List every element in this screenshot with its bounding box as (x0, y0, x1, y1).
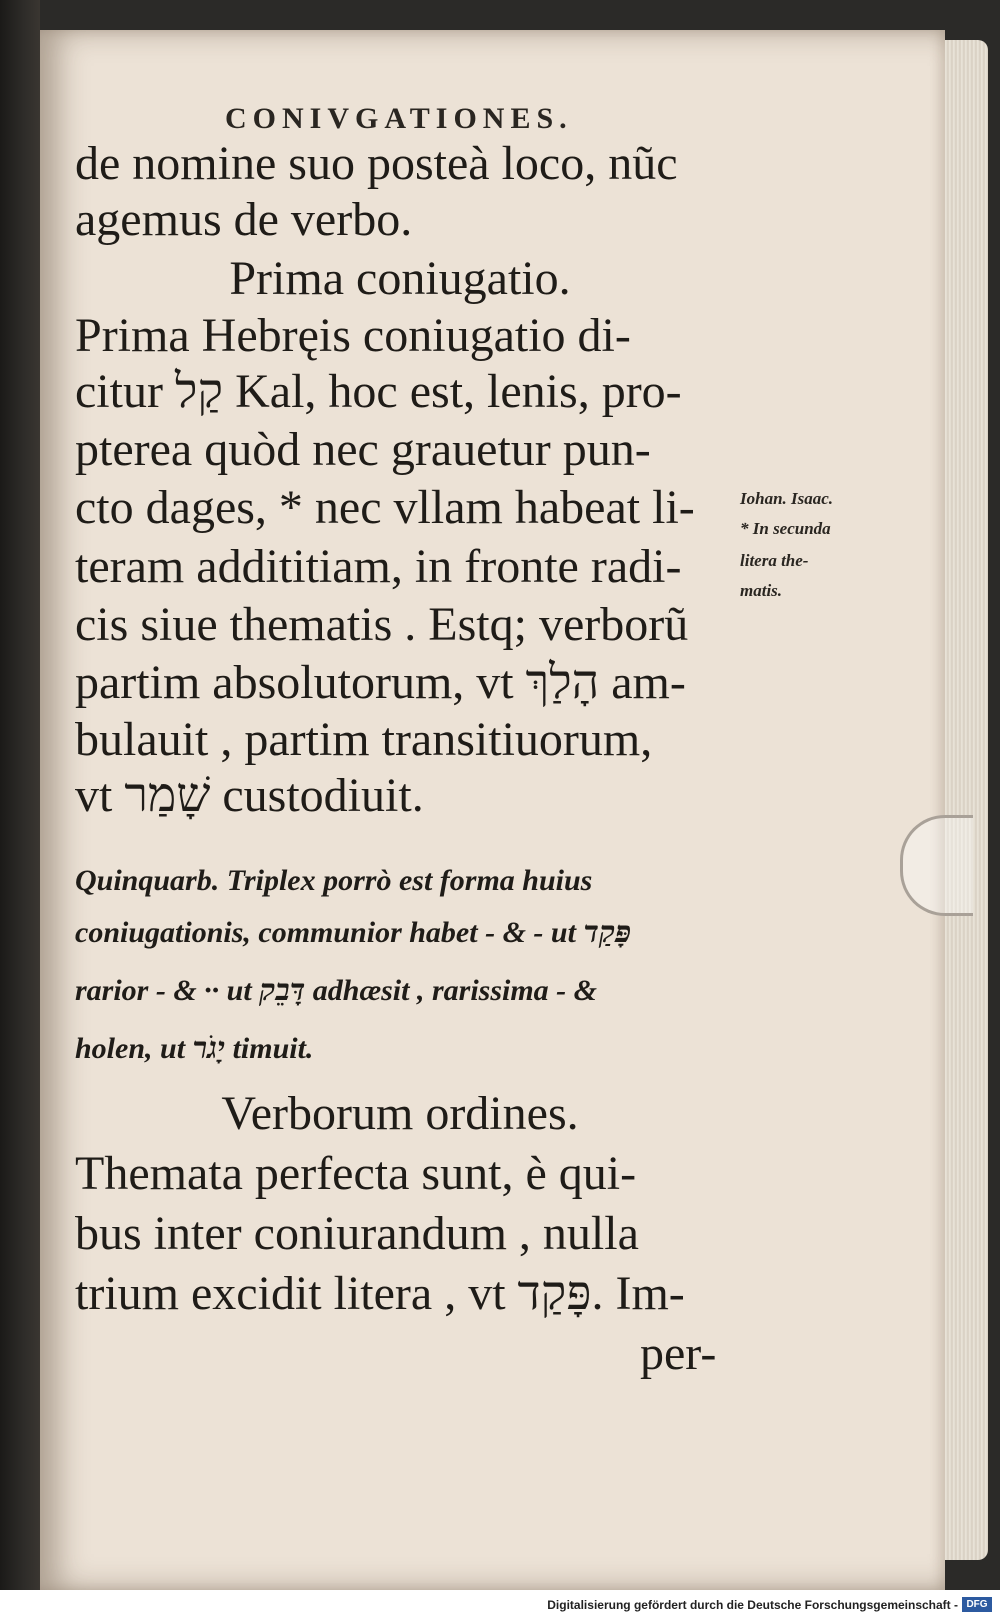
body-line: agemus de verbo. (75, 193, 413, 246)
dfg-logo: DFG (962, 1597, 992, 1612)
section-heading: Verborum ordines. (221, 1087, 579, 1140)
body-line: de nomine suo posteà loco, nũc (75, 137, 678, 190)
margin-note: * In secunda (740, 519, 831, 538)
note-line: rarior - & ·· ut דָּבֵק adhæsit , rarissima - & (75, 974, 598, 1007)
margin-note: Iohan. Isaac. (740, 489, 834, 508)
margin-note: litera the- (740, 551, 809, 570)
note-line: coniugationis, communior habet - & - ut פָּקַד (75, 916, 632, 949)
body-line: vt שָׁמַר custodiuit. (75, 769, 424, 822)
book-spine (0, 0, 40, 1620)
body-line: bus inter coniurandum , nulla (75, 1207, 639, 1260)
body-line: citur קַל Kal, hoc est, lenis, pro- (75, 365, 682, 418)
footer-text: Digitalisierung gefördert durch die Deutsche Forschungsgemeinschaft - (547, 1598, 958, 1612)
running-head: CONIVGATIONES. (225, 102, 573, 135)
body-line: Prima Hebręis coniugatio di- (75, 309, 631, 362)
section-heading: Prima coniugatio. (229, 252, 571, 305)
body-line: Themata perfecta sunt, è qui- (75, 1147, 637, 1200)
footer-bar (0, 1590, 1000, 1620)
body-line: cto dages, * nec vllam habeat li- (75, 481, 695, 534)
body-line: teram addititiam, in fronte radi- (75, 540, 682, 593)
margin-note: matis. (740, 581, 783, 600)
page-clip (900, 815, 973, 916)
body-line: bulauit , partim transitiuorum, (75, 713, 653, 766)
note-line: holen, ut יָגֹר timuit. (75, 1032, 314, 1065)
body-line: pterea quòd nec grauetur pun- (75, 423, 651, 476)
body-line: cis siue thematis . Estq; verborũ (75, 598, 689, 651)
catchword: per- (640, 1327, 717, 1380)
body-line: partim absolutorum, vt הָלַךְ am- (75, 656, 686, 709)
body-line: trium excidit litera , vt פָּקַד. Im- (75, 1267, 685, 1320)
note-line: Quinquarb. Triplex porrò est forma huius (75, 864, 593, 897)
